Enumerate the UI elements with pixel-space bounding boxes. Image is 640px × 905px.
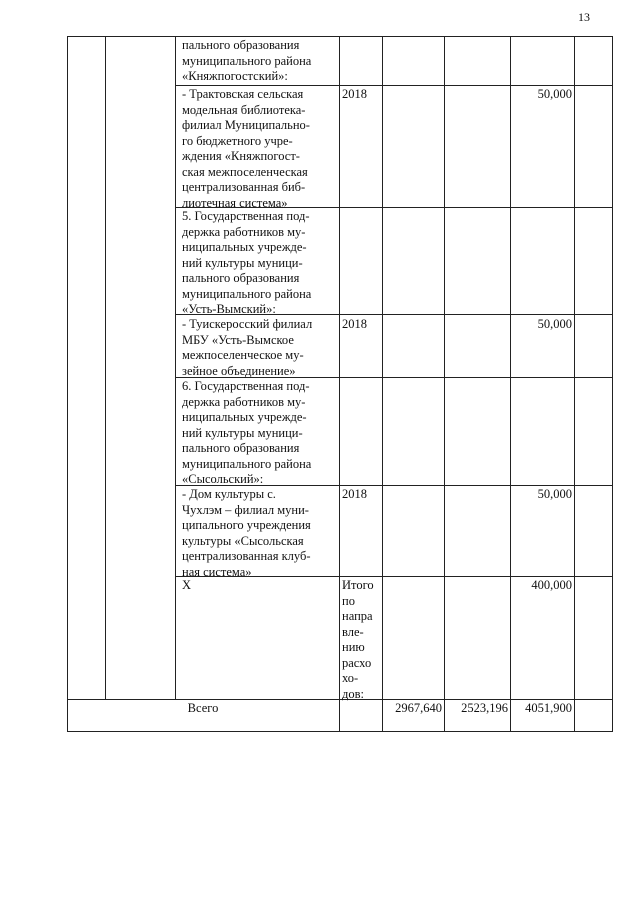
row-value-3: 50,000	[537, 317, 572, 331]
table-line	[67, 731, 613, 732]
row-year: 2018	[342, 317, 367, 331]
subtotal-label: Итого по напра вле- нию расхо хо- дов:	[342, 578, 374, 701]
row-description: 5. Государственная под- держка работников му- ниципальных учрежде- ний культуры муници- пального образования муниципального района «Усть-Вымский»:	[182, 209, 312, 316]
row-year: 2018	[342, 87, 367, 101]
page-number: 13	[578, 10, 590, 24]
row-description: - Туискеросский филиал МБУ «Усть-Вымское межпоселенческое му- зейное объединение»	[182, 317, 313, 378]
subtotal-value: 400,000	[531, 578, 572, 592]
table-line	[444, 36, 445, 732]
row-description: - Трактовская сельская модельная библиотека- филиал Муниципально- го бюджетного учре- ждения «Княжпогост- ская межпоселенческая централизованная биб- лиотечная система»	[182, 87, 310, 210]
table-line	[612, 36, 613, 732]
total-value-2: 2523,196	[461, 701, 508, 715]
total-label: Всего	[187, 701, 219, 715]
row-description: - Дом культуры с. Чухлэм – филиал муни- ципального учреждения культуры «Сысольская централизованная клуб- ная система»	[182, 487, 311, 579]
table-line	[67, 36, 68, 732]
table-line	[339, 36, 340, 732]
row-description: 6. Государственная под- держка работников му- ниципальных учрежде- ний культуры муници- пального образования муниципального района «Сысольский»:	[182, 379, 312, 486]
row-value-3: 50,000	[537, 87, 572, 101]
budget-table	[67, 36, 613, 732]
table-line	[382, 36, 383, 732]
row-year: 2018	[342, 487, 367, 501]
table-line	[67, 699, 613, 700]
total-value-1: 2967,640	[395, 701, 442, 715]
total-value-3: 4051,900	[525, 701, 572, 715]
row-description: пального образования муниципального района «Княжпогостский»:	[182, 38, 312, 83]
table-line	[175, 85, 613, 86]
table-line	[574, 36, 575, 732]
row-description: X	[182, 578, 192, 592]
table-line	[105, 36, 106, 699]
table-line	[67, 36, 613, 37]
table-line	[510, 36, 511, 732]
row-value-3: 50,000	[537, 487, 572, 501]
table-line	[175, 36, 176, 699]
